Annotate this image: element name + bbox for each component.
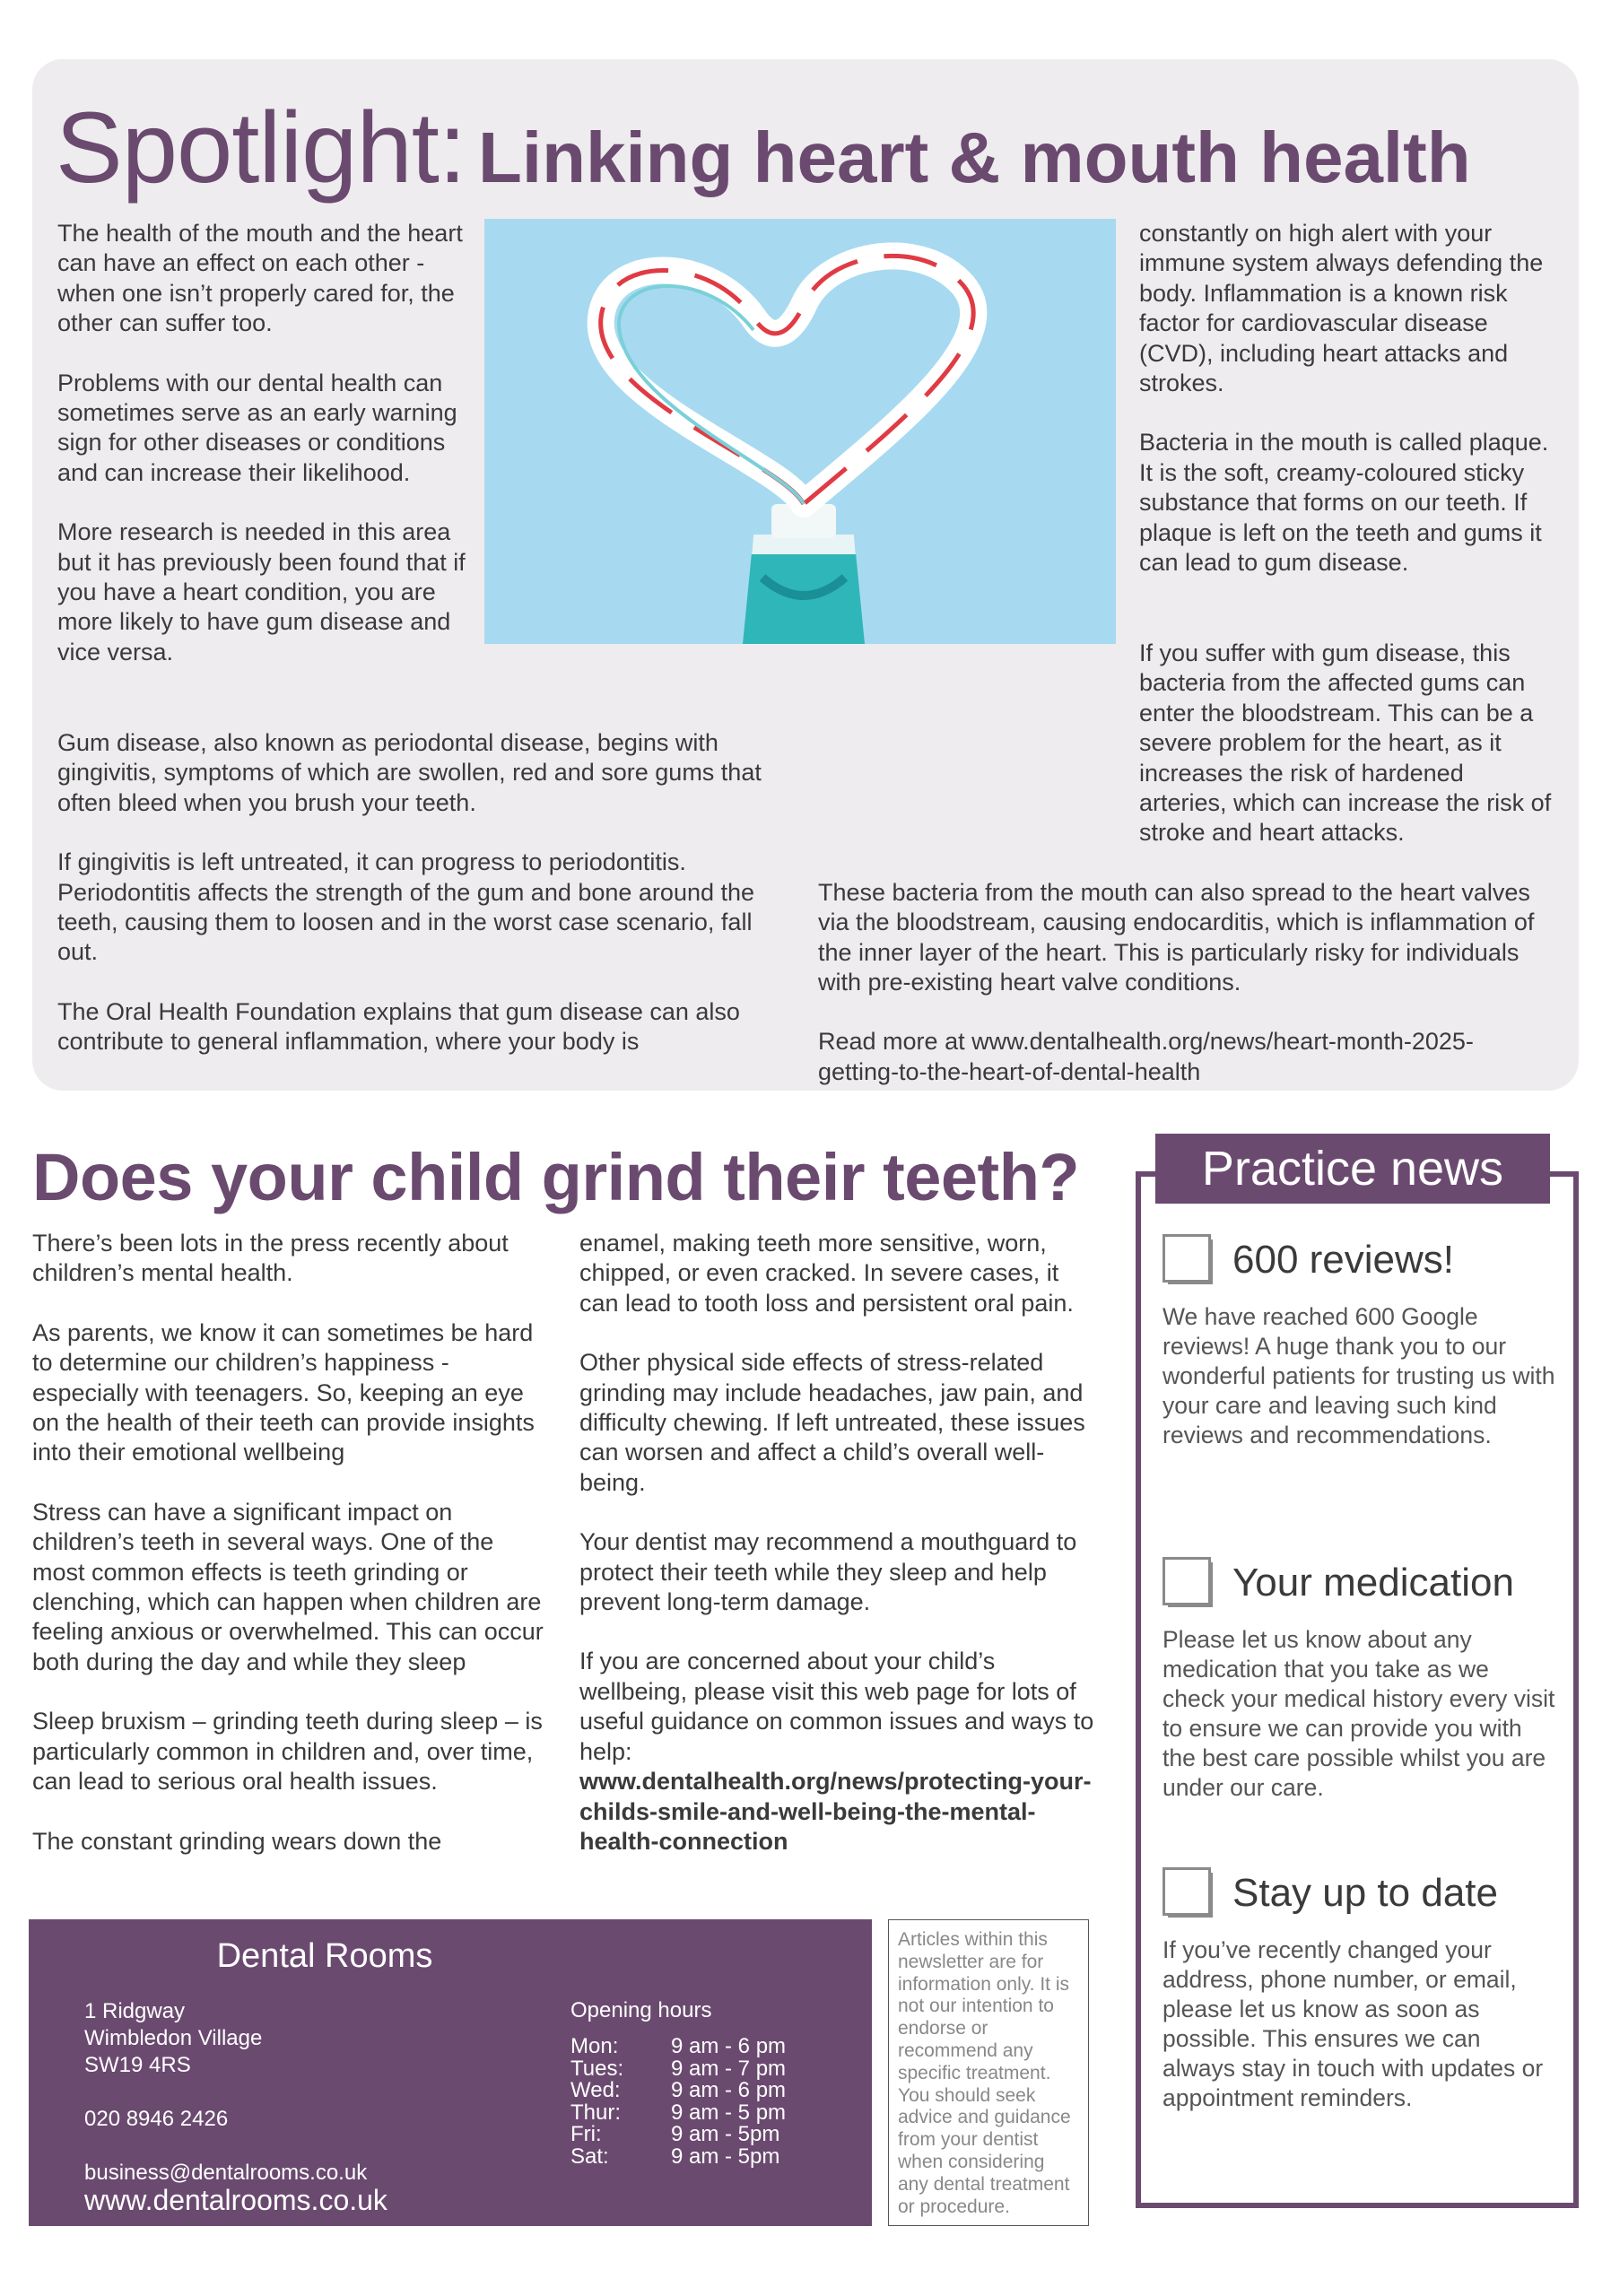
child-column-2: enamel, making teeth more sensitive, worn, chipped, or even cracked. In severe cases, it can lead to tooth loss and persistent oral pain. Other physical side effects of stress-related grinding may include headaches, jaw pain, and difficulty chewing. If left untreated, these issues can worsen and affect a child’s overall well-being. Your dentist may recommend a mouthguard to protect their teeth while they sleep and help prevent long-term damage. If you are concerned about your child’s wellbeing, please visit this web page for lots of useful guidance on common issues and ways to help: www.dentalhealth.org/news/protecting-your-childs-smile-and-well-being-the-mental-health-connection: [579, 1229, 1100, 1857]
spotlight-column-1-lower: Gum disease, also known as periodontal disease, begins with gingivitis, symptoms of which are swollen, red and sore gums that often bleed when you brush your teeth. If gingivitis is left untreated, it can progress to periodontitis. Periodontitis affects the strength of the gum and bone around the teeth, causing them to loosen and in the worst case scenario, fall out. The Oral Health Foundation explains that gum disease can also contribute to general inflammation, where your body is: [57, 729, 762, 1056]
news-item-medication: Your medication Please let us know about any medication that you take as we check your medical history every visit to ensure we can provide you with the best care possible whilst you are under our care.: [1163, 1557, 1557, 1803]
email-link[interactable]: business@dentalrooms.co.uk: [84, 2161, 368, 2185]
hours-row: Tues: 9 am - 7 pm: [570, 2056, 787, 2081]
checkbox-icon: [1163, 1557, 1215, 1609]
toothpaste-heart-image: [484, 219, 1116, 644]
checkbox-icon: [1163, 1867, 1215, 1919]
practice-name: Dental Rooms: [216, 1937, 433, 1975]
checkbox-icon: [1163, 1234, 1215, 1286]
hours-row: Mon: 9 am - 6 pm: [570, 2034, 787, 2058]
child-column-1: There’s been lots in the press recently about children’s mental health. As parents, we know it can sometimes be hard to determine our children’s happiness - especially with teenagers. So, keeping an eye on the health of their teeth can provide insights into their emotional wellbeing Stress can have a significant impact on children’s teeth in several ways. One of the most common effects is teeth grinding or clenching, which can happen when children are feeling anxious or overwhelmed. This can occur both during the day and while they sleep Sleep bruxism – grinding teeth during sleep – is particularly common in children and, over time, can lead to serious oral health issues. The constant grinding wears down the: [32, 1230, 544, 1855]
hours-row: Fri: 9 am - 5pm: [570, 2122, 780, 2147]
hours-row: Wed: 9 am - 6 pm: [570, 2078, 787, 2103]
read-more-link[interactable]: Read more at www.dentalhealth.org/news/heart-month-2025-getting-to-the-heart-of-dental-health: [818, 1028, 1474, 1085]
news-item-stay-up-to-date: Stay up to date If you’ve recently changed your address, phone number, or email, please let us know as soon as possible. This ensures we can always stay in touch with updates or appointment reminders.: [1163, 1867, 1557, 2113]
hours-row: Thur: 9 am - 5 pm: [570, 2100, 787, 2125]
spotlight-column-1: The health of the mouth and the heart can have an effect on each other - when one isn’t properly cared for, the other can suffer too. Problems with our dental health can sometimes serve as an early warning sign for other diseases or conditions and can increase their likelihood. More research is needed in this area but it has previously been found that if you have a heart condition, you are more likely to have gum disease and vice versa.: [57, 220, 466, 665]
child-grinding-title: Does your child grind their teeth?: [32, 1140, 1080, 1214]
opening-hours-title: Opening hours: [570, 1998, 712, 2022]
hours-row: Sat: 9 am - 5pm: [570, 2144, 780, 2169]
practice-news-heading: Practice news: [1155, 1134, 1550, 1204]
phone-number[interactable]: 020 8946 2426: [84, 2107, 229, 2131]
spotlight-title: Spotlight: Linking heart & mouth health: [56, 91, 1471, 204]
website-link[interactable]: www.dentalrooms.co.uk: [84, 2184, 388, 2216]
spotlight-column-2-lower: If you suffer with gum disease, this bacteria from the affected gums can enter the bloodstream. This can be a severe problem for the heart, as it increases the risk of hardened arteries, which can increase the risk of stroke and heart attacks. These bacteria from the mouth can also spread to the heart valves via the bloodstream, causing endocarditis, which is inflammation of the inner layer of the heart. This is particularly risky for individuals with pre-existing heart valve conditions. Read more at www.dentalhealth.org/news/heart-month-2025-getting-to-the-heart-of-dental-health: [818, 639, 1554, 1087]
news-item-reviews: 600 reviews! We have reached 600 Google reviews! A huge thank you to our wonderful patients for trusting us with your care and leaving such kind reviews and recommendations.: [1163, 1234, 1557, 1450]
address: 1 Ridgway Wimbledon Village SW19 4RS 020 8946 2426 business@dentalrooms.co.uk www.dentalrooms.co.uk: [84, 1999, 388, 2216]
contact-block: [29, 1919, 872, 2226]
child-guidance-link[interactable]: www.dentalhealth.org/news/protecting-your-childs-smile-and-well-being-the-mental-health-connection: [579, 1768, 1092, 1855]
opening-hours: [570, 2036, 786, 2169]
spotlight-column-3: constantly on high alert with your immune system always defending the body. Inflammation is a known risk factor for cardiovascular disease (CVD), including heart attacks and strokes. Bacteria in the mouth is called plaque. It is the soft, creamy-coloured sticky substance that forms on our teeth. If plaque is left on the teeth and gums it can lead to gum disease.: [1139, 220, 1549, 577]
disclaimer: Articles within this newsletter are for information only. It is not our intention to endorse or recommend any specific treatment. You should seek advice and guidance from your dentist when considering any dental treatment or procedure.: [888, 1919, 1089, 2226]
